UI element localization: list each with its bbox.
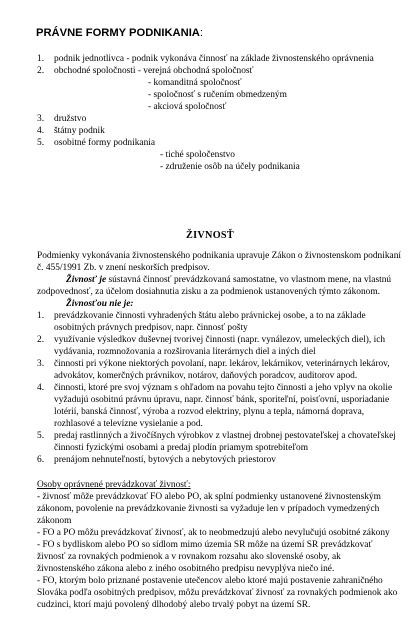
not-item-line: činnosti pri výkone niektorých povolaní, napr. lekárov, lekárnikov, veterinárnych lekárov, (54, 359, 390, 369)
forms-subitem: - spoločnosť s ručením obmedzeným (148, 90, 287, 100)
forms-num-4: 4. (37, 126, 45, 136)
forms-subitem: - tiché spoločenstvo (160, 150, 235, 160)
page-title (36, 28, 203, 40)
not-num-4: 4. (37, 383, 45, 393)
intro-line-1: Podmienky vykonávania živnostenského podnikania upravuje Zákon o živnostenskom podnikaní (37, 251, 401, 261)
not-label: Živnosťou nie je: (66, 299, 134, 309)
page-title-colon: : (199, 27, 203, 39)
persons-line: - FO s bydliskom alebo PO so sídlom mimo územia SR môže na území SR prevádzkovať (37, 540, 373, 550)
forms-item-5: osobitné formy podnikania (54, 138, 156, 148)
not-item-line: rozhlasové a televízne vysielanie a pod. (54, 419, 203, 429)
persons-line: cudzinci, ktorí majú povolený dlhodobý alebo trvalý pobyt na území SR. (37, 600, 311, 610)
not-item-line: vyžadujú osobitnú právnu úpravu, napr. činnosť bánk, sporiteľní, poisťovní, usporiadanie (54, 395, 390, 405)
persons-line: zákonom (37, 516, 72, 526)
definition-continued: zodpovednosť, za účelom dosiahnutia zisku a za podmienok ustanovených týmto zákonom. (37, 287, 380, 297)
definition-line (66, 275, 391, 287)
forms-num-5: 5. (37, 138, 45, 148)
not-item-line: vydávania, rozmnožovania a rozširovania literárnych diel a iných diel (54, 347, 316, 357)
forms-subitem: - komanditná spoločnosť (148, 78, 242, 88)
definition-text: sústavná činnosť prevádzkovaná samostatne, vo vlastnom mene, na vlastnú (106, 275, 392, 285)
not-num-1: 1. (37, 311, 45, 321)
persons-line: - živnosť môže prevádzkovať FO alebo PO, ak splní podmienky ustanovené živnostenským (37, 492, 381, 502)
forms-item-4: štátny podnik (54, 126, 105, 136)
not-item-line: činnosti fyzickými osobami a predaj plodín priamym spotrebiteľom (54, 443, 309, 453)
forms-num-1: 1. (37, 54, 45, 64)
forms-item-2: obchodné spoločnosti - verejná obchodná spoločnosť (54, 66, 254, 76)
not-num-5: 5. (37, 431, 45, 441)
forms-subitem: - akciová spoločnosť (148, 102, 227, 112)
not-num-3: 3. (37, 359, 45, 369)
persons-line: živnosť za rovnakých podmienok a v rovnakom rozsahu ako slovenské osoby, ak (37, 552, 341, 562)
not-item-line: využívanie výsledkov duševnej tvorivej činnosti (napr. vynálezov, umeleckých diel), ich (54, 335, 386, 345)
not-item-line: činnosti, ktoré pre svoj význam s ohľadom na povahu tejto činnosti a jeho vplyv na okolie (54, 383, 393, 393)
not-item-line: osobitných právnych predpisov, napr. činnosť pošty (54, 323, 248, 333)
not-item-line: prevádzkovanie činnosti vyhradených štátu alebo právnickej osobe, a to na základe (54, 311, 366, 321)
not-num-2: 2. (37, 335, 45, 345)
section-heading-zivnost: ŽIVNOSŤ (186, 230, 234, 241)
definition-label: Živnosť je (66, 275, 107, 285)
forms-num-2: 2. (37, 66, 45, 76)
persons-line: - FO, ktorým bolo priznané postavenie utečencov alebo ktoré majú postavenie zahraničného (37, 576, 383, 586)
page-title-text: PRÁVNE FORMY PODNIKANIA (36, 27, 200, 39)
persons-line: Slováka podľa osobitných predpisov, môžu prevádzkovať živnosť za rovnakých podmienok ako (37, 588, 398, 598)
intro-line-2: č. 455/1991 Zb. v znení neskorších predpisov. (37, 263, 210, 273)
not-item-line: advokátov, komerčných právnikov, notárov, daňových poradcov, auditorov apod. (54, 371, 358, 381)
forms-subitem: - združenie osôb na účely podnikania (160, 162, 300, 172)
not-item-line: predaj rastlinných a živočíšnych výrobkov z vlastnej drobnej pestovateľskej a chovateľskej (54, 431, 396, 441)
persons-line: zákonom, povolenie na prevádzkovanie živnosti sa vyžaduje len v prípadoch vymedzených (37, 504, 380, 514)
not-item-line: lotérií, banská činnosť, výroba a rozvod elektriny, plynu a tepla, námorná doprava, (54, 407, 365, 417)
persons-line: živnostenského zákona alebo z iného osobitného predpisu nevyplýva niečo iné. (37, 564, 335, 574)
persons-line: - FO a PO môžu prevádzkovať živnosť, ak to neobmedzujú alebo nevylučujú osobitné zákony (37, 528, 390, 538)
forms-item-3: družstvo (54, 114, 87, 124)
persons-heading: Osoby oprávnené prevádzkovať živnosť: (37, 480, 191, 490)
not-item-line: prenájom nehnuteľností, bytových a nebytových priestorov (54, 455, 276, 465)
forms-num-3: 3. (37, 114, 45, 124)
not-num-6: 6. (37, 455, 45, 465)
forms-item-1: podnik jednotlivca - podnik vykonáva činnosť na základe živnostenského oprávnenia (54, 54, 374, 64)
